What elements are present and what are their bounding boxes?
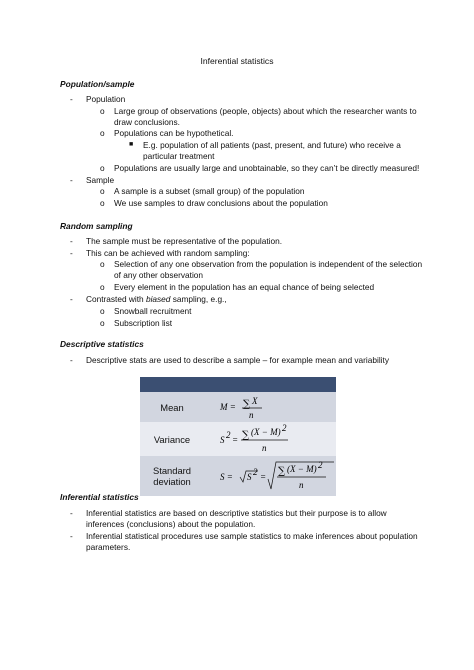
variance-lhs: S — [220, 435, 225, 445]
emphasis-biased: biased — [145, 294, 171, 304]
list-item-sample: Sample — [86, 175, 115, 185]
page-title: Inferential statistics — [200, 56, 274, 66]
table-header-cell — [140, 377, 336, 392]
dash-bullet: - — [70, 531, 73, 541]
circle-bullet: o — [100, 106, 105, 116]
list-item: Subscription list — [114, 318, 173, 328]
list-item: Populations can be hypothetical. — [114, 128, 234, 138]
square-bullet: ■ — [129, 141, 134, 148]
row-label-mean: Mean — [140, 392, 204, 422]
sd-inner-exponent: 2 — [253, 467, 258, 477]
sum-icon: ∑ — [243, 399, 251, 410]
list-item-continued: particular treatment — [143, 151, 215, 161]
circle-bullet: o — [100, 318, 105, 328]
list-item-continued: draw conclusions. — [114, 117, 180, 127]
variance-numerator-exponent: 2 — [282, 424, 287, 433]
list-item: Populations are usually large and unobtainable, so they can’t be directly measured! — [114, 163, 420, 173]
mean-numerator: X — [252, 396, 258, 406]
list-item: Descriptive stats are used to describe a sample – for example mean and variability — [86, 355, 389, 365]
dash-bullet: - — [70, 508, 73, 518]
mean-denominator: n — [249, 410, 254, 420]
circle-bullet: o — [100, 163, 105, 173]
mean-formula — [204, 392, 336, 422]
list-item: We use samples to draw conclusions about the population — [114, 198, 328, 208]
variance-formula — [204, 422, 336, 456]
heading-population-sample: Population/sample — [60, 79, 135, 89]
text-run: sampling, e.g., — [170, 294, 227, 304]
circle-bullet: o — [100, 198, 105, 208]
sd-formula — [204, 456, 336, 496]
list-item: E.g. population of all patients (past, present, and future) who receive a — [143, 140, 401, 150]
table-row-mean — [140, 392, 336, 422]
table-header-row — [140, 377, 336, 392]
list-item-contrasted — [86, 294, 227, 305]
variance-equals: = — [232, 435, 239, 445]
dash-bullet: - — [70, 236, 73, 246]
row-label-line: Standard — [152, 465, 192, 476]
list-item-continued: parameters. — [86, 542, 131, 552]
row-label-line: deviation — [153, 476, 191, 487]
heading-random-sampling: Random sampling — [60, 221, 133, 231]
sd-inner: S — [247, 472, 252, 482]
list-item: Every element in the population has an equal chance of being selected — [114, 282, 375, 292]
list-item: Snowball recruitment — [114, 306, 192, 316]
list-item: Large group of observations (people, objects) about which the researcher wants to — [114, 106, 417, 116]
circle-bullet: o — [100, 282, 105, 292]
variance-denominator: n — [262, 443, 267, 453]
list-item-population: Population — [86, 94, 126, 104]
circle-bullet: o — [100, 186, 105, 196]
mean-formula-graphic — [218, 393, 328, 421]
heading-descriptive-statistics: Descriptive statistics — [60, 339, 144, 349]
list-item: Inferential statistics are based on descriptive statistics but their purpose is to allow — [86, 508, 387, 518]
sd-numerator: (X − M) — [287, 464, 317, 474]
mean-lhs: M = — [220, 402, 236, 412]
sd-formula-graphic — [218, 459, 336, 493]
table-row-variance — [140, 422, 336, 456]
variance-formula-graphic — [218, 424, 328, 454]
dash-bullet: - — [70, 248, 73, 258]
list-item: This can be achieved with random sampling: — [86, 248, 250, 258]
sd-lhs: S = — [220, 472, 233, 482]
row-label-variance: Variance — [140, 422, 204, 456]
circle-bullet: o — [100, 306, 105, 316]
dash-bullet: - — [70, 94, 73, 104]
sd-denominator: n — [299, 480, 304, 490]
descriptive-stats-table — [140, 377, 336, 496]
variance-numerator: (X − M) — [251, 427, 281, 437]
circle-bullet: o — [100, 259, 105, 269]
list-item: Selection of any one observation from the population is independent of the selection — [114, 259, 423, 269]
table-row-standard-deviation — [140, 456, 336, 496]
sd-equals: = — [260, 472, 267, 482]
dash-bullet: - — [70, 355, 73, 365]
variance-exponent: 2 — [226, 430, 231, 440]
list-item: The sample must be representative of the population. — [86, 236, 283, 246]
dash-bullet: - — [70, 294, 73, 304]
text-run: Contrasted with — [86, 294, 146, 304]
sum-icon: ∑ — [242, 430, 250, 441]
list-item: A sample is a subset (small group) of the population — [114, 186, 305, 196]
circle-bullet: o — [100, 128, 105, 138]
list-item: Inferential statistical procedures use sample statistics to make inferences about population — [86, 531, 418, 541]
dash-bullet: - — [70, 175, 73, 185]
sd-numerator-exponent: 2 — [318, 460, 323, 470]
sum-icon: ∑ — [278, 466, 286, 477]
list-item-continued: inferences (conclusions) about the population. — [86, 519, 256, 529]
list-item-continued: of any other observation — [114, 270, 204, 280]
heading-inferential-statistics: Inferential statistics — [60, 492, 139, 502]
row-label-standard-deviation — [140, 456, 204, 496]
